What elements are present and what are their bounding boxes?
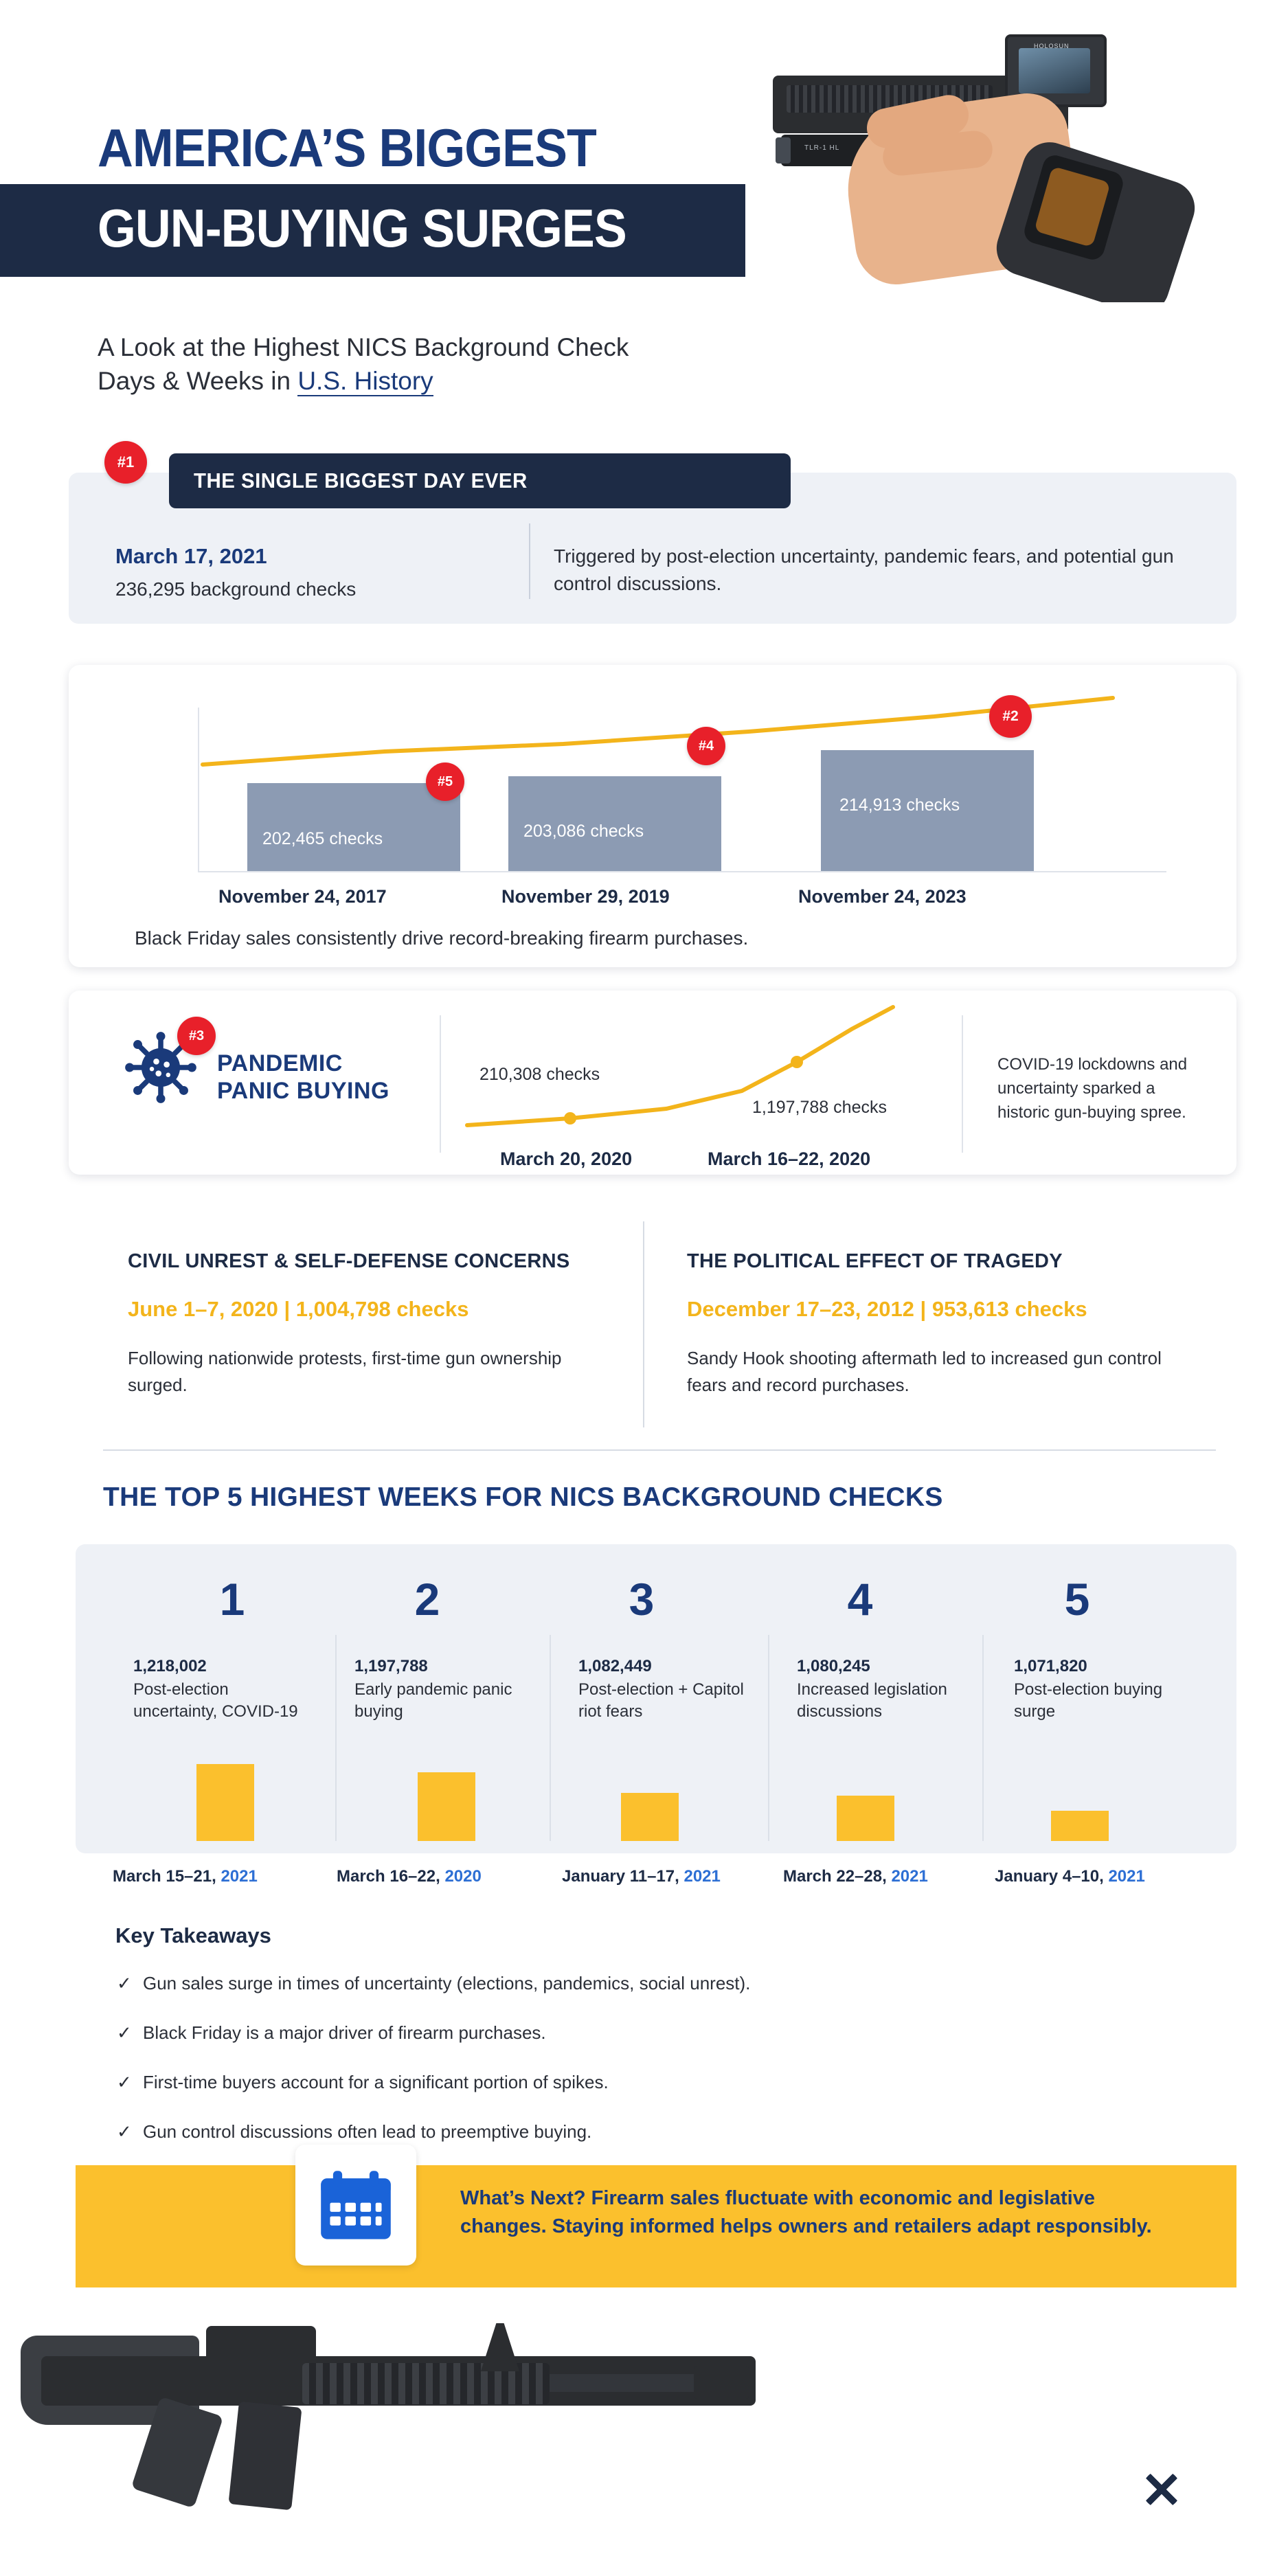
- bar-date-2019: November 29, 2019: [501, 886, 670, 907]
- top5-rank-1: 1: [219, 1574, 245, 1625]
- single-biggest-day-date: March 17, 2021: [115, 544, 267, 568]
- hero-section: [0, 0, 1288, 302]
- political-tragedy-highlight: December 17–23, 2012 | 953,613 checks: [687, 1297, 1087, 1321]
- single-biggest-day-checks: 236,295 background checks: [115, 578, 357, 600]
- chart-y-axis: [198, 708, 199, 871]
- pandemic-point2-label: 1,197,788 checks: [752, 1098, 887, 1117]
- single-biggest-day-description: Triggered by post-election uncertainty, pandemic fears, and potential gun control discussions.: [554, 545, 1174, 594]
- top5-bar-2: [418, 1772, 475, 1841]
- bar-2017: [247, 783, 460, 871]
- top5-rank-3: 3: [629, 1574, 655, 1625]
- bar-label-2017: 202,465 checks: [262, 829, 383, 848]
- pandemic-point1-date: March 20, 2020: [500, 1149, 633, 1169]
- rank-badge-5: #5: [426, 762, 464, 801]
- bar-label-2023: 214,913 checks: [839, 795, 960, 815]
- check-icon: ✓: [117, 2022, 132, 2043]
- pandemic-point2-date: March 16–22, 2020: [708, 1149, 871, 1169]
- divider: [768, 1635, 769, 1841]
- divider: [982, 1635, 984, 1841]
- page-subtitle: [98, 331, 629, 398]
- top5-bar-1: [196, 1764, 254, 1841]
- top5-desc-1: Post-election uncertainty, COVID-19: [133, 1680, 298, 1721]
- top5-desc-3: Post-election + Capitol riot fears: [578, 1680, 744, 1721]
- rank-badge-1: #1: [104, 441, 147, 484]
- check-icon: ✓: [117, 2072, 132, 2092]
- top5-date-2: March 16–22, 2020: [337, 1867, 482, 1886]
- political-tragedy-text: Sandy Hook shooting aftermath led to increased gun control fears and record purchases.: [687, 1348, 1162, 1395]
- takeaway-item: First-time buyers account for a significant portion of spikes.: [143, 2072, 609, 2092]
- takeaway-item: Black Friday is a major driver of firearm purchases.: [143, 2022, 546, 2043]
- top5-number-1: 1,218,002: [133, 1657, 207, 1675]
- black-friday-note: Black Friday sales consistently drive record-breaking firearm purchases.: [135, 927, 749, 949]
- divider: [529, 523, 530, 599]
- top5-date-3: January 11–17, 2021: [562, 1867, 721, 1886]
- divider: [550, 1635, 551, 1841]
- rifle-magazine-icon: [228, 2402, 302, 2511]
- takeaway-item: Gun control discussions often lead to preemptive buying.: [143, 2121, 592, 2142]
- chart-x-axis: [198, 871, 1166, 872]
- top5-date-5: January 4–10, 2021: [995, 1867, 1145, 1886]
- top5-rank-4: 4: [847, 1574, 873, 1625]
- brand-x-mark-icon: [1130, 2458, 1193, 2521]
- rifle-barrel-icon: [550, 2374, 701, 2392]
- bar-date-2017: November 24, 2017: [218, 886, 387, 907]
- subtitle-line1: A Look at the Highest NICS Background Check: [98, 333, 629, 361]
- top5-number-3: 1,082,449: [578, 1657, 652, 1675]
- brand-wordmark: GUNPRIME: [863, 2467, 1115, 2514]
- takeaway-item: Gun sales surge in times of uncertainty (elections, pandemics, social unrest).: [143, 1973, 751, 1993]
- top5-rank-5: 5: [1064, 1574, 1090, 1625]
- top5-number-2: 1,197,788: [354, 1657, 428, 1675]
- rifle-muzzle-icon: [694, 2366, 749, 2399]
- top5-number-4: 1,080,245: [797, 1657, 870, 1675]
- top5-desc-5: Post-election buying surge: [1014, 1680, 1163, 1721]
- civil-unrest-heading: CIVIL UNREST & SELF-DEFENSE CONCERNS: [128, 1250, 570, 1272]
- top5-rank-2: 2: [414, 1574, 440, 1625]
- rifle-carry-handle-icon: [206, 2326, 316, 2364]
- page-title-line1: AMERICA’S BIGGEST: [98, 117, 596, 178]
- civil-unrest-highlight: June 1–7, 2020 | 1,004,798 checks: [128, 1297, 469, 1321]
- pandemic-title-line1: PANDEMIC: [217, 1050, 343, 1076]
- pandemic-title: [217, 1050, 389, 1105]
- single-biggest-day-heading: THE SINGLE BIGGEST DAY EVER: [194, 468, 528, 493]
- hero-photo: [745, 0, 1288, 302]
- optic-brand-label: HOLOSUN: [1034, 43, 1070, 49]
- check-icon: ✓: [117, 1973, 132, 1993]
- subtitle-link[interactable]: U.S. History: [297, 366, 433, 395]
- rank-badge-4: #4: [687, 727, 725, 765]
- bar-label-2019: 203,086 checks: [523, 822, 644, 841]
- column-divider: [643, 1221, 644, 1427]
- divider: [103, 1449, 1216, 1451]
- top5-date-4: March 22–28, 2021: [783, 1867, 928, 1886]
- top5-title: THE TOP 5 HIGHEST WEEKS FOR NICS BACKGROUND CHECKS: [103, 1482, 943, 1512]
- pandemic-point1-label: 210,308 checks: [479, 1065, 600, 1084]
- top5-number-5: 1,071,820: [1014, 1657, 1087, 1675]
- page-title-line2: GUN-BUYING SURGES: [98, 198, 626, 258]
- weapon-light-brand-label: TLR-1 HL: [804, 144, 840, 152]
- subtitle-line2-prefix: Days & Weeks in: [98, 366, 298, 395]
- check-icon: ✓: [117, 2121, 132, 2142]
- top5-desc-4: Increased legislation discussions: [797, 1680, 947, 1721]
- weapon-light-lens-icon: [776, 137, 791, 163]
- top5-bar-5: [1051, 1811, 1109, 1841]
- top5-date-1: March 15–21, 2021: [113, 1867, 258, 1886]
- pandemic-title-line2: PANIC BUYING: [217, 1078, 389, 1105]
- rank-badge-3: #3: [177, 1017, 216, 1055]
- divider: [335, 1635, 337, 1841]
- political-tragedy-heading: THE POLITICAL EFFECT OF TRAGEDY: [687, 1250, 1063, 1272]
- top5-desc-2: Early pandemic panic buying: [354, 1680, 512, 1721]
- divider: [962, 1015, 963, 1153]
- rank-badge-2: #2: [989, 695, 1032, 738]
- civil-unrest-text: Following nationwide protests, first-time gun ownership surged.: [128, 1348, 562, 1395]
- cta-text: What’s Next? Firearm sales fluctuate with economic and legislative changes. Staying informed helps owners and retailers adapt responsibly.: [460, 2187, 1152, 2237]
- bar-date-2023: November 24, 2023: [798, 886, 967, 907]
- takeaways-title: Key Takeaways: [115, 1923, 271, 1947]
- optic-lens-icon: [1019, 48, 1090, 93]
- divider: [440, 1015, 441, 1153]
- pandemic-description: COVID-19 lockdowns and uncertainty sparked a historic gun-buying spree.: [997, 1055, 1188, 1122]
- top5-bar-4: [837, 1796, 894, 1841]
- calendar-icon: [317, 2169, 394, 2242]
- top5-bar-3: [621, 1793, 679, 1841]
